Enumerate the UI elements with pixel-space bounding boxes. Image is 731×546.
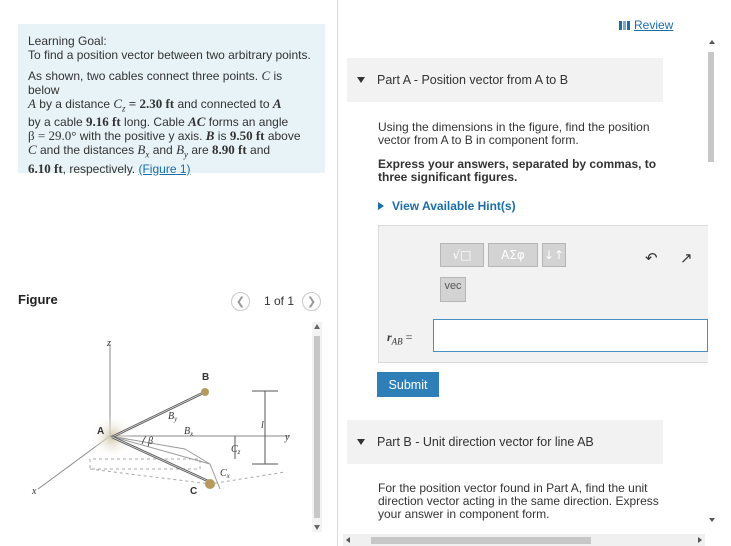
learning-goal-subtitle: To find a position vector between two arbitrary points. — [28, 48, 311, 62]
figure-scrollbar[interactable] — [312, 322, 322, 532]
point-b-marker — [201, 388, 209, 396]
point-c-marker — [205, 479, 215, 489]
collapse-triangle-icon — [357, 439, 365, 445]
label-bx: $B_x$ — [184, 426, 194, 438]
learning-goal-description: As shown, two cables connect three points. C is below A by a distance $C_z = 2.30$ ft and connected to A by a cable 9.16 ft long. Cable AC forms an angle β = 29.0° with the positive y axis. B is 9.50 ft above C and the distances $B_x$ and $B_y$ are 8.90 ft and 6.10 ft, respectively. (Figure 1) — [28, 68, 301, 176]
label-beta: β — [148, 436, 153, 447]
figure-1-link[interactable]: (Figure 1) — [138, 161, 191, 176]
figure-pager — [231, 291, 321, 311]
part-a-header[interactable] — [347, 58, 663, 102]
part-a-instructions: Using the dimensions in the figure, find the position vector from A to B in component form. — [378, 120, 650, 147]
figure-page-count: 1 of 1 — [264, 294, 295, 308]
horizontal-scrollbar-thumb[interactable] — [371, 537, 591, 544]
part-b-header[interactable] — [347, 420, 663, 464]
point-label-a: A — [97, 426, 105, 437]
learning-goal-title: Learning Goal: — [28, 34, 107, 48]
review-link[interactable] — [619, 18, 673, 32]
pane-divider[interactable] — [337, 0, 338, 546]
review-bars-icon — [619, 21, 630, 30]
chevron-left-icon[interactable]: ❮ — [231, 292, 250, 311]
part-a-express: Express your answers, separated by commas, to three significant figures. — [378, 157, 657, 184]
axis-label-z: z — [107, 338, 111, 349]
part-b-title: Part B - Unit direction vector for line AB — [377, 435, 594, 449]
scroll-up-icon[interactable] — [314, 324, 320, 329]
axis-label-x: x — [32, 486, 37, 497]
cable-diagram — [20, 324, 310, 530]
view-hints-link[interactable] — [378, 199, 516, 213]
beta-arc — [142, 436, 146, 444]
scroll-up-icon[interactable] — [709, 40, 715, 44]
part-b-instructions: For the position vector found in Part A, find the unit direction vector acting in the same direction. Express your answer in component form. — [378, 481, 659, 521]
vec-button[interactable]: vec — [440, 277, 466, 302]
answer-input[interactable] — [433, 319, 708, 352]
redo-icon[interactable]: ↗ — [680, 250, 693, 267]
answer-label: $r_{AB}$ = — [387, 330, 413, 347]
right-vertical-scrollbar[interactable] — [706, 38, 718, 538]
collapse-triangle-icon — [357, 77, 365, 83]
point-label-c: C — [190, 486, 198, 497]
point-label-b: B — [202, 372, 210, 383]
templates-button[interactable]: √□ — [440, 243, 484, 267]
hint-label: View Available Hint(s) — [392, 199, 516, 213]
learning-goal-box — [18, 24, 325, 176]
expand-triangle-icon — [378, 202, 384, 210]
math-toolbar — [440, 243, 566, 267]
scroll-down-icon[interactable] — [314, 525, 320, 530]
horizontal-scrollbar[interactable] — [343, 534, 705, 546]
scroll-down-icon[interactable] — [709, 518, 715, 522]
label-by: $B_y$ — [168, 411, 178, 423]
review-label[interactable]: Review — [634, 18, 674, 32]
figure-scrollbar-thumb[interactable] — [314, 336, 320, 518]
part-a-title: Part A - Position vector from A to B — [377, 73, 569, 87]
label-cx: $C_x$ — [220, 468, 230, 480]
right-scrollbar-thumb[interactable] — [708, 52, 714, 162]
undo-icon[interactable]: ↶ — [645, 250, 658, 267]
axis-label-y: y — [285, 432, 290, 443]
figure-image — [20, 324, 310, 530]
scroll-right-icon[interactable] — [698, 537, 702, 543]
submit-button[interactable]: Submit — [377, 372, 439, 397]
greek-symbols-button[interactable]: ΑΣφ — [488, 243, 538, 267]
label-l: l — [261, 420, 264, 431]
label-cz: $C_z$ — [231, 444, 241, 456]
scroll-left-icon[interactable] — [346, 537, 350, 543]
figure-heading: Figure — [18, 292, 58, 307]
arrows-button[interactable]: ↓↑ — [542, 243, 566, 267]
chevron-right-icon[interactable]: ❯ — [302, 292, 321, 311]
